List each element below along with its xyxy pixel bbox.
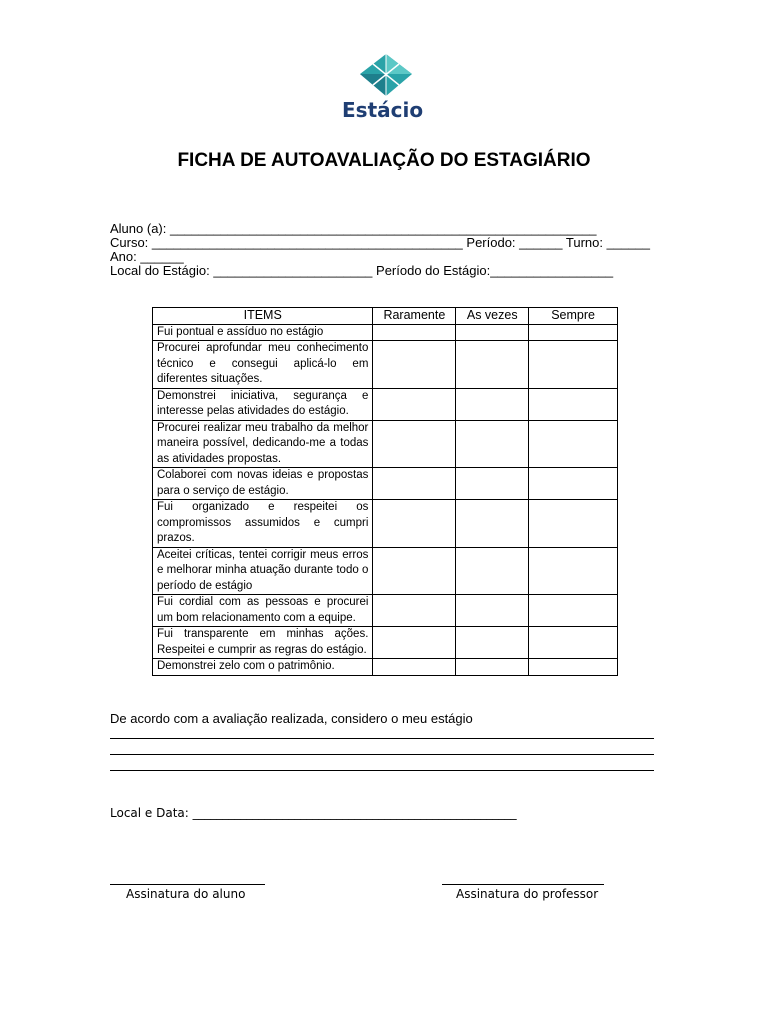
- header-raramente: Raramente: [373, 308, 456, 325]
- sempre-cell[interactable]: [529, 420, 618, 468]
- ano-field: Ano: ______: [110, 249, 184, 264]
- as-vezes-cell[interactable]: [456, 341, 529, 389]
- as-vezes-cell[interactable]: [456, 420, 529, 468]
- table-row: [153, 500, 618, 548]
- raramente-cell[interactable]: [373, 547, 456, 595]
- header-as-vezes: As vezes: [456, 308, 529, 325]
- item-text: Fui pontual e assíduo no estágio: [153, 324, 373, 341]
- table-row: [153, 388, 618, 420]
- as-vezes-cell[interactable]: [456, 547, 529, 595]
- item-text: Fui organizado e respeitei os compromissos assumidos e cumpri prazos.: [153, 500, 373, 548]
- page-title: FICHA DE AUTOAVALIAÇÃO DO ESTAGIÁRIO: [177, 150, 591, 171]
- raramente-cell[interactable]: [373, 627, 456, 659]
- header-sempre: Sempre: [529, 308, 618, 325]
- table-header-row: [153, 308, 618, 325]
- sempre-cell[interactable]: [529, 595, 618, 627]
- signature-line-professor[interactable]: [442, 884, 604, 885]
- as-vezes-cell[interactable]: [456, 659, 529, 676]
- item-text: Fui transparente em minhas ações. Respeitei e cumprir as regras do estágio.: [153, 627, 373, 659]
- sempre-cell[interactable]: [529, 659, 618, 676]
- signature-line-aluno[interactable]: [110, 884, 265, 885]
- raramente-cell[interactable]: [373, 468, 456, 500]
- item-text: Demonstrei zelo com o patrimônio.: [153, 659, 373, 676]
- sempre-cell[interactable]: [529, 324, 618, 341]
- table-row: [153, 627, 618, 659]
- sempre-cell[interactable]: [529, 500, 618, 548]
- as-vezes-cell[interactable]: [456, 627, 529, 659]
- aluno-field: Aluno (a): ___________________________________________________________: [110, 221, 597, 236]
- sempre-cell[interactable]: [529, 468, 618, 500]
- raramente-cell[interactable]: [373, 500, 456, 548]
- as-vezes-cell[interactable]: [456, 388, 529, 420]
- local-data-field: Local e Data: ______________________________________________________: [110, 806, 517, 820]
- as-vezes-cell[interactable]: [456, 468, 529, 500]
- table-row: [153, 547, 618, 595]
- signature-label-aluno: Assinatura do aluno: [126, 887, 246, 901]
- sempre-cell[interactable]: [529, 627, 618, 659]
- consider-text: De acordo com a avaliação realizada, considero o meu estágio: [110, 711, 473, 726]
- table-row: [153, 324, 618, 341]
- local-estagio-field: Local do Estágio: ______________________ Período do Estágio:_________________: [110, 263, 614, 278]
- logo-diamond-icon: [338, 52, 438, 102]
- logo-brand-text: Estácio: [342, 98, 424, 122]
- sempre-cell[interactable]: [529, 341, 618, 389]
- table-row: [153, 595, 618, 627]
- item-text: Procurei realizar meu trabalho da melhor maneira possível, dedicando-me a todas as atividades propostas.: [153, 420, 373, 468]
- item-text: Demonstrei iniciativa, segurança e interesse pelas atividades do estágio.: [153, 388, 373, 420]
- raramente-cell[interactable]: [373, 595, 456, 627]
- table-row: [153, 420, 618, 468]
- raramente-cell[interactable]: [373, 420, 456, 468]
- raramente-cell[interactable]: [373, 659, 456, 676]
- header-items: ITEMS: [153, 308, 373, 325]
- table-row: [153, 468, 618, 500]
- as-vezes-cell[interactable]: [456, 595, 529, 627]
- signature-label-professor: Assinatura do professor: [456, 887, 599, 901]
- raramente-cell[interactable]: [373, 324, 456, 341]
- table-row: [153, 341, 618, 389]
- answer-line[interactable]: [110, 754, 654, 755]
- raramente-cell[interactable]: [373, 388, 456, 420]
- sempre-cell[interactable]: [529, 547, 618, 595]
- sempre-cell[interactable]: [529, 388, 618, 420]
- table-row: [153, 659, 618, 676]
- item-text: Fui cordial com as pessoas e procurei um bom relacionamento com a equipe.: [153, 595, 373, 627]
- item-text: Procurei aprofundar meu conhecimento técnico e consegui aplicá-lo em diferentes situações.: [153, 341, 373, 389]
- answer-line[interactable]: [110, 770, 654, 771]
- as-vezes-cell[interactable]: [456, 500, 529, 548]
- evaluation-table: [152, 307, 618, 676]
- curso-field: Curso: ___________________________________________ Período: ______ Turno: ______: [110, 235, 650, 250]
- item-text: Colaborei com novas ideias e propostas para o serviço de estágio.: [153, 468, 373, 500]
- as-vezes-cell[interactable]: [456, 324, 529, 341]
- raramente-cell[interactable]: [373, 341, 456, 389]
- item-text: Aceitei críticas, tentei corrigir meus erros e melhorar minha atuação durante todo o período de estágio: [153, 547, 373, 595]
- answer-line[interactable]: [110, 738, 654, 739]
